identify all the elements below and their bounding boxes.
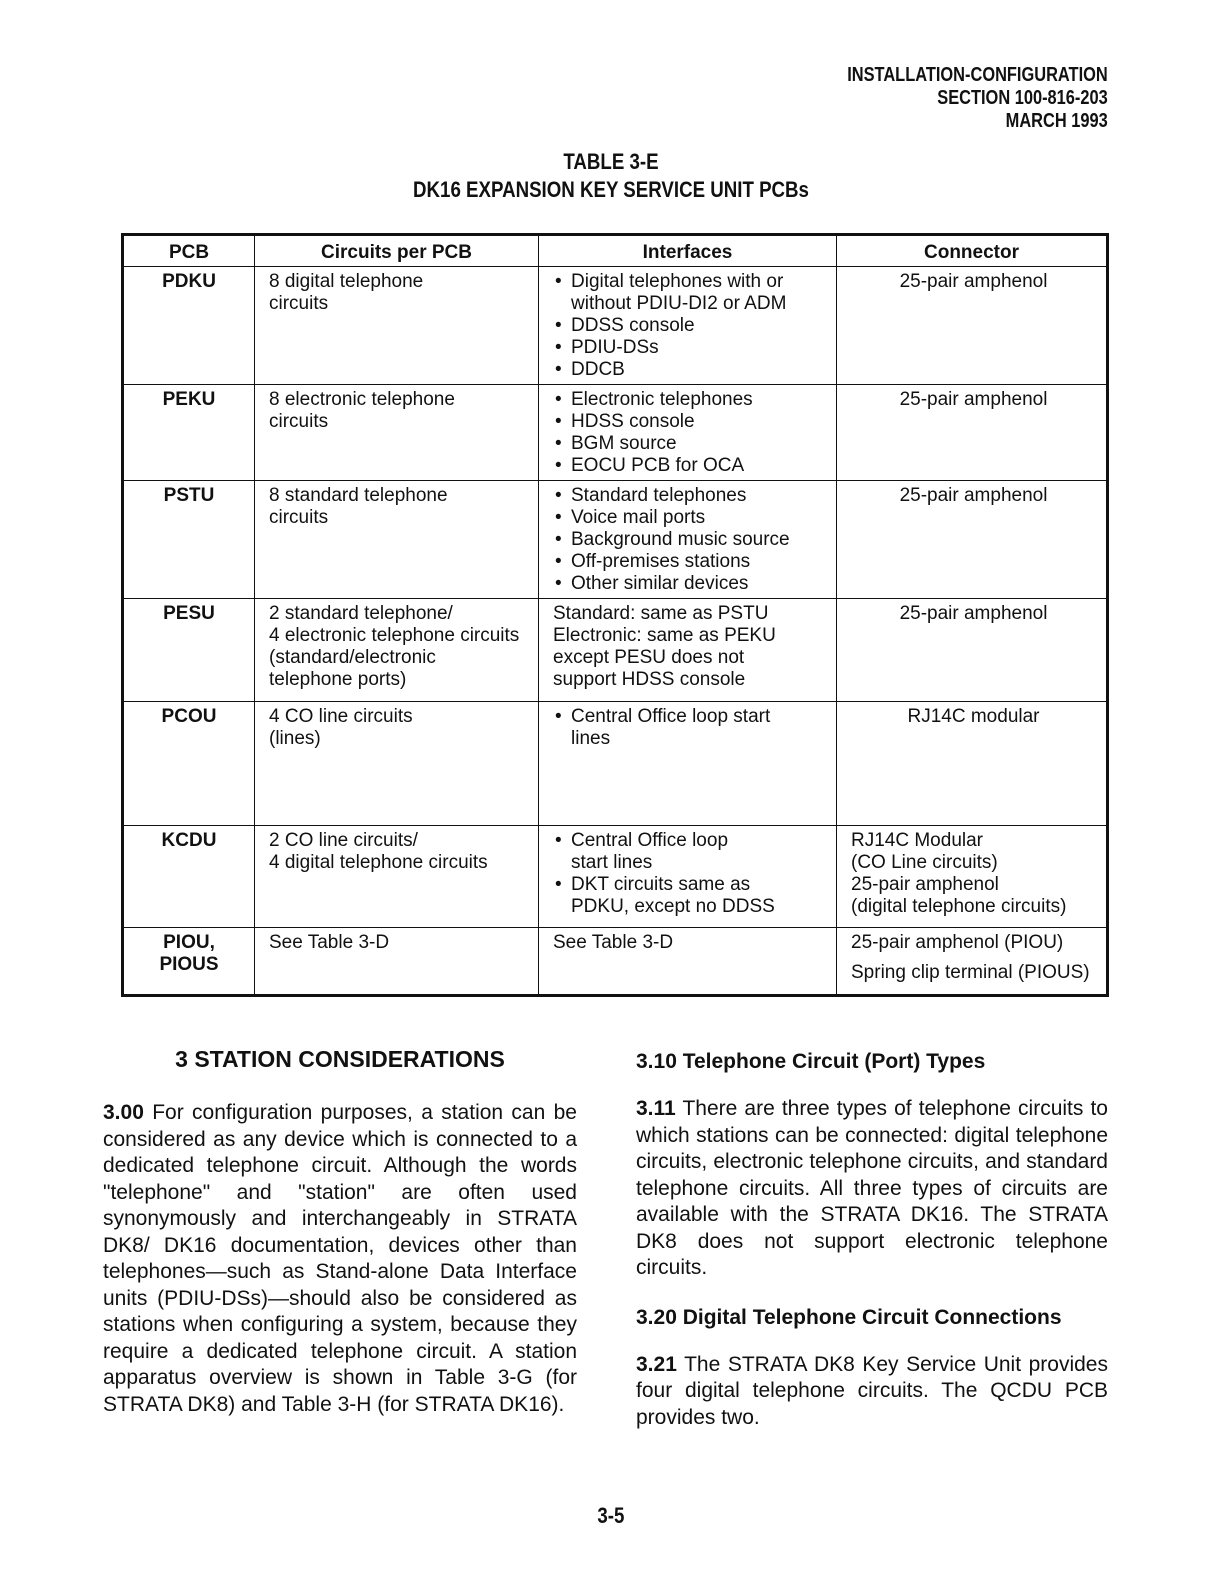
circuits-line: 2 CO line circuits/ bbox=[269, 830, 418, 851]
connector-line: 25-pair amphenol bbox=[899, 603, 1048, 624]
circuits-cell bbox=[255, 928, 539, 996]
connector-line: 25-pair amphenol bbox=[899, 271, 1048, 292]
interface-line: support HDSS console bbox=[553, 669, 746, 690]
interfaces-cell bbox=[539, 928, 837, 996]
right-column bbox=[636, 1044, 1108, 1453]
table-number: TABLE 3-E bbox=[563, 149, 659, 174]
connector-line: RJ14C Modular bbox=[851, 830, 983, 851]
circuits-line: circuits bbox=[269, 507, 329, 528]
circuits-line: 8 electronic telephone bbox=[269, 389, 455, 410]
connector-line: 25-pair amphenol bbox=[899, 389, 1048, 410]
interface-item: • DDSS console bbox=[553, 315, 822, 337]
circuits-line: circuits bbox=[269, 411, 329, 432]
header-section-title: INSTALLATION-CONFIGURATION bbox=[847, 64, 1108, 86]
table-caption: DK16 EXPANSION KEY SERVICE UNIT PCBs bbox=[413, 177, 809, 202]
interface-item: • Voice mail ports bbox=[553, 507, 822, 529]
circuits-line: See Table 3-D bbox=[269, 932, 390, 953]
table-row bbox=[123, 481, 1108, 599]
paragraph-number: 3.11 bbox=[636, 1097, 676, 1120]
interface-item: • Central Office loop start lines bbox=[553, 706, 791, 750]
table-title bbox=[0, 148, 1222, 204]
circuits-line: 8 digital telephone bbox=[269, 271, 424, 292]
connector-cell bbox=[837, 481, 1108, 599]
circuits-line: 2 standard telephone/ bbox=[269, 603, 453, 624]
circuits-cell bbox=[255, 599, 539, 702]
left-column bbox=[103, 1044, 577, 1440]
interfaces-cell bbox=[539, 826, 837, 928]
subsection-heading: 3.20 Digital Telephone Circuit Connections bbox=[636, 1305, 1062, 1329]
table-row bbox=[123, 702, 1108, 826]
pcb-name-line: PIOU, bbox=[163, 932, 215, 953]
interface-line: See Table 3-D bbox=[553, 932, 674, 953]
circuits-line: 4 electronic telephone circuits bbox=[269, 625, 520, 646]
circuits-cell bbox=[255, 385, 539, 481]
interfaces-cell bbox=[539, 481, 837, 599]
page-number bbox=[0, 1503, 1222, 1529]
circuits-line: 4 digital telephone circuits bbox=[269, 852, 488, 873]
pcb-name: PEKU bbox=[123, 385, 255, 481]
subsection-heading: 3.10 Telephone Circuit (Port) Types bbox=[636, 1050, 986, 1073]
connector-cell bbox=[837, 267, 1108, 385]
paragraph-number: 3.00 bbox=[103, 1101, 144, 1124]
interface-item: • Standard telephones bbox=[553, 485, 822, 507]
circuits-cell bbox=[255, 267, 539, 385]
circuits-line: 8 standard telephone bbox=[269, 485, 448, 506]
paragraph-text: For configuration purposes, a station can be considered as any device which is connected to a dedicated telephone circuit. Although the words "telephone" and "station" are often used synonymously and interchangeably in STRATA DK8/ DK16 documentation, devices other than telephones—such as Stand-alone Data Interface units (PDIU-DSs)—should also be considered as stations when configuring a system, because they require a dedicated telephone circuit. A station apparatus overview is shown in Table 3-G (for STRATA DK8) and Table 3-H (for STRATA DK16). bbox=[103, 1101, 577, 1416]
pcb-name: KCDU bbox=[123, 826, 255, 928]
pcb-name-line: PIOUS bbox=[159, 954, 219, 975]
interface-item: • PDIU-DSs bbox=[553, 337, 822, 359]
page-number-text: 3-5 bbox=[597, 1503, 625, 1528]
connector-cell bbox=[837, 599, 1108, 702]
connector-line: 25-pair amphenol (PIOU) bbox=[851, 932, 1064, 953]
interfaces-cell bbox=[539, 702, 837, 826]
interfaces-cell bbox=[539, 267, 837, 385]
connector-line: RJ14C modular bbox=[907, 706, 1040, 727]
circuits-line: (standard/electronic bbox=[269, 647, 436, 668]
connector-cell bbox=[837, 826, 1108, 928]
connector-line: 25-pair amphenol bbox=[851, 874, 999, 895]
pcb-name: PESU bbox=[123, 599, 255, 702]
connector-cell bbox=[837, 928, 1108, 996]
paragraph-number: 3.21 bbox=[636, 1352, 677, 1376]
interface-item: • Central Office loop start lines bbox=[553, 830, 761, 874]
interface-item: • Background music source bbox=[553, 529, 822, 551]
paragraph-3-21 bbox=[636, 1352, 1108, 1432]
connector-line: Spring clip terminal (PIOUS) bbox=[851, 962, 1090, 983]
header-date: MARCH 1993 bbox=[1005, 110, 1108, 132]
circuits-cell bbox=[255, 481, 539, 599]
circuits-line: circuits bbox=[269, 293, 329, 314]
column-header: Circuits per PCB bbox=[255, 235, 539, 267]
paragraph-3-00 bbox=[103, 1100, 577, 1418]
table-row bbox=[123, 599, 1108, 702]
table-header-row bbox=[123, 235, 1108, 267]
circuits-line: 4 CO line circuits bbox=[269, 706, 413, 727]
interface-item: • Off-premises stations bbox=[553, 551, 822, 573]
header-section-number: SECTION 100-816-203 bbox=[937, 87, 1108, 109]
pcb-name: PDKU bbox=[123, 267, 255, 385]
circuits-cell bbox=[255, 702, 539, 826]
connector-cell bbox=[837, 702, 1108, 826]
interface-item: • HDSS console bbox=[553, 411, 822, 433]
interface-item: • Other similar devices bbox=[553, 573, 822, 595]
connector-cell bbox=[837, 385, 1108, 481]
interfaces-cell bbox=[539, 599, 837, 702]
interface-line: Electronic: same as PEKU bbox=[553, 625, 776, 646]
interface-line: except PESU does not bbox=[553, 647, 745, 668]
interface-item: • DDCB bbox=[553, 359, 822, 381]
circuits-cell bbox=[255, 826, 539, 928]
column-header: PCB bbox=[123, 235, 255, 267]
connector-line: (CO Line circuits) bbox=[851, 852, 998, 873]
pcb-name: PSTU bbox=[123, 481, 255, 599]
pcb-name bbox=[123, 928, 255, 996]
connector-line: (digital telephone circuits) bbox=[851, 896, 1067, 917]
table-row bbox=[123, 928, 1108, 996]
paragraph-text: The STRATA DK8 Key Service Unit provides four digital telephone circuits. The QCDU PCB provides two. bbox=[636, 1352, 1108, 1429]
paragraph-3-11 bbox=[636, 1096, 1108, 1282]
document-header bbox=[847, 64, 1108, 133]
interface-item: • DKT circuits same as PDKU, except no DDSS bbox=[553, 874, 811, 918]
table-row bbox=[123, 826, 1108, 928]
interface-item: • EOCU PCB for OCA bbox=[553, 455, 822, 477]
interface-item: • BGM source bbox=[553, 433, 822, 455]
table-row bbox=[123, 267, 1108, 385]
circuits-line: telephone ports) bbox=[269, 669, 407, 690]
circuits-line: (lines) bbox=[269, 728, 321, 749]
column-header: Connector bbox=[837, 235, 1108, 267]
pcb-name: PCOU bbox=[123, 702, 255, 826]
interface-line: Standard: same as PSTU bbox=[553, 603, 769, 624]
paragraph-text: There are three types of telephone circuits to which stations can be connected: digital telephone circuits, electronic telephone circuits, and standard telephone circuits. All three types of circuits are available with the STRATA DK16. The STRATA DK8 does not support electronic telephone circuits. bbox=[636, 1097, 1108, 1279]
table-row bbox=[123, 385, 1108, 481]
interfaces-cell bbox=[539, 385, 837, 481]
interface-item: • Digital telephones with or without PDIU-DI2 or ADM bbox=[553, 271, 822, 315]
section-heading: 3 STATION CONSIDERATIONS bbox=[175, 1046, 505, 1072]
pcb-table bbox=[121, 233, 1109, 997]
interface-item: • Electronic telephones bbox=[553, 389, 822, 411]
connector-line: 25-pair amphenol bbox=[899, 485, 1048, 506]
column-header: Interfaces bbox=[539, 235, 837, 267]
